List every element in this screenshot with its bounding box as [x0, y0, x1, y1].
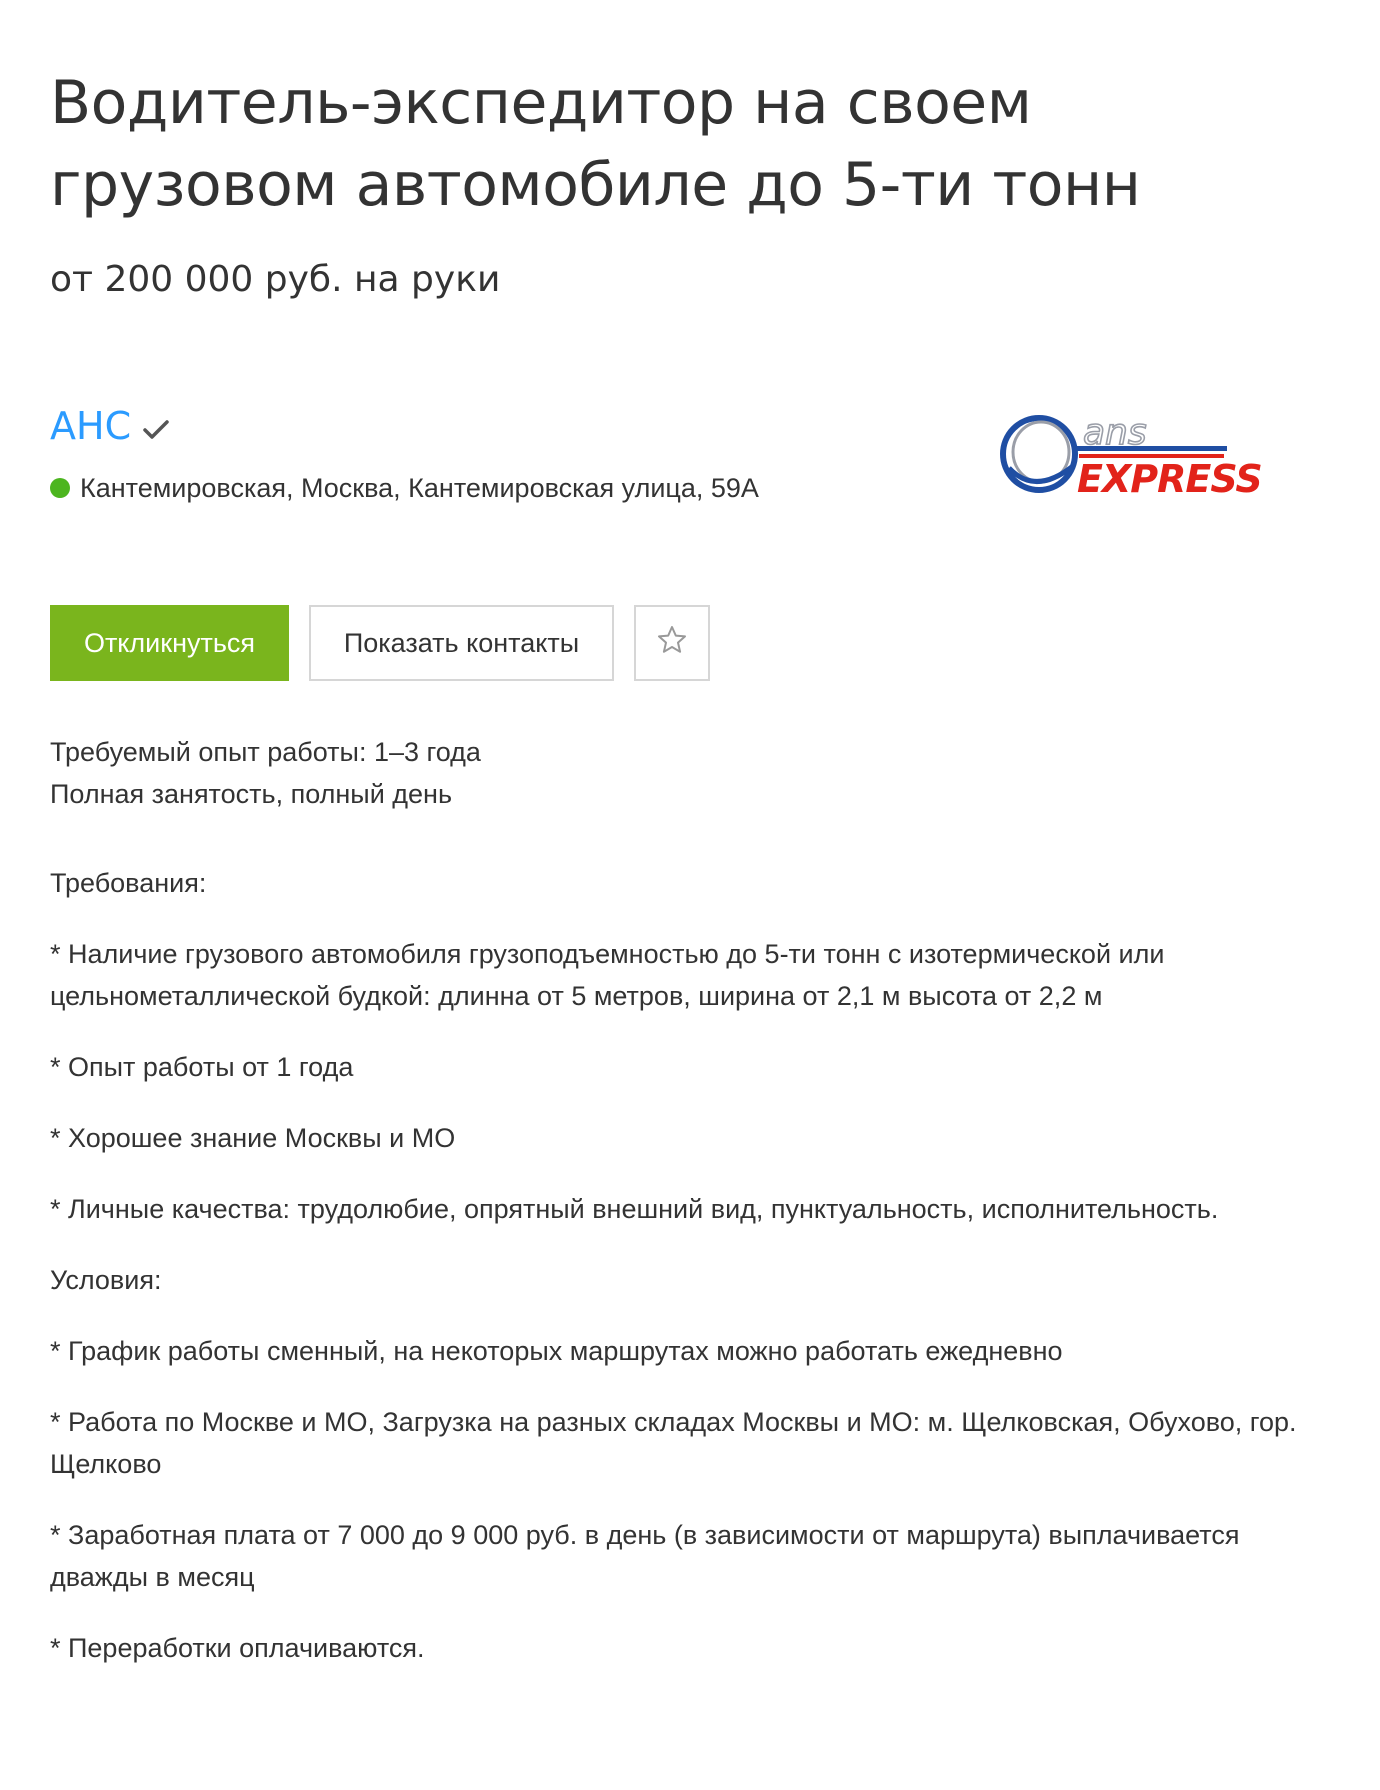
vacancy-description: [50, 862, 1330, 1698]
condition-item: * График работы сменный, на некоторых маршрутах можно работать ежедневно: [50, 1336, 1063, 1366]
requirement-item: * Личные качества: трудолюбие, опрятный внешний вид, пунктуальность, исполнительность.: [50, 1194, 1219, 1224]
checkmark-icon: [141, 415, 171, 445]
address-text: Кантемировская, Москва, Кантемировская улица, 59А: [80, 473, 759, 503]
experience-text: Требуемый опыт работы: 1–3 года: [50, 737, 481, 767]
company-logo[interactable]: [995, 408, 1262, 501]
vacancy-title: Водитель-экспедитор на своем грузовом автомобиле до 5-ти тонн: [50, 68, 1141, 220]
vacancy-salary: от 200 000 руб. на руки: [50, 259, 501, 300]
company-block: [50, 402, 171, 450]
requirements-heading: Требования:: [50, 868, 207, 898]
action-buttons: [50, 605, 710, 681]
logo-text-top: ans: [1083, 412, 1147, 453]
conditions-heading: Условия:: [50, 1265, 162, 1295]
condition-item: * Переработки оплачиваются.: [50, 1633, 425, 1663]
requirement-item: * Хорошее знание Москвы и МО: [50, 1123, 456, 1153]
respond-button[interactable]: Откликнуться: [50, 605, 289, 681]
logo-text-bottom: EXPRESS: [1077, 457, 1262, 501]
condition-item: * Работа по Москве и МО, Загрузка на разных складах Москвы и МО: м. Щелковская, Обухово, гор. Щелково: [50, 1407, 1297, 1479]
company-address: [50, 470, 759, 506]
condition-item: * Заработная плата от 7 000 до 9 000 руб. в день (в зависимости от маршрута) выплачивается дважды в месяц: [50, 1520, 1240, 1592]
vacancy-meta: [50, 731, 481, 815]
favorite-button[interactable]: [634, 605, 710, 681]
show-contacts-button[interactable]: Показать контакты: [309, 605, 614, 681]
company-name-link[interactable]: АНС: [50, 404, 132, 448]
star-icon: [656, 624, 688, 663]
metro-dot-icon: [50, 478, 70, 498]
requirement-item: * Наличие грузового автомобиля грузоподъемностью до 5-ти тонн с изотермической или цельнометаллической будкой: длинна от 5 метров, ширина от 2,1 м высота от 2,2 м: [50, 939, 1165, 1011]
employment-text: Полная занятость, полный день: [50, 779, 453, 809]
requirement-item: * Опыт работы от 1 года: [50, 1052, 354, 1082]
